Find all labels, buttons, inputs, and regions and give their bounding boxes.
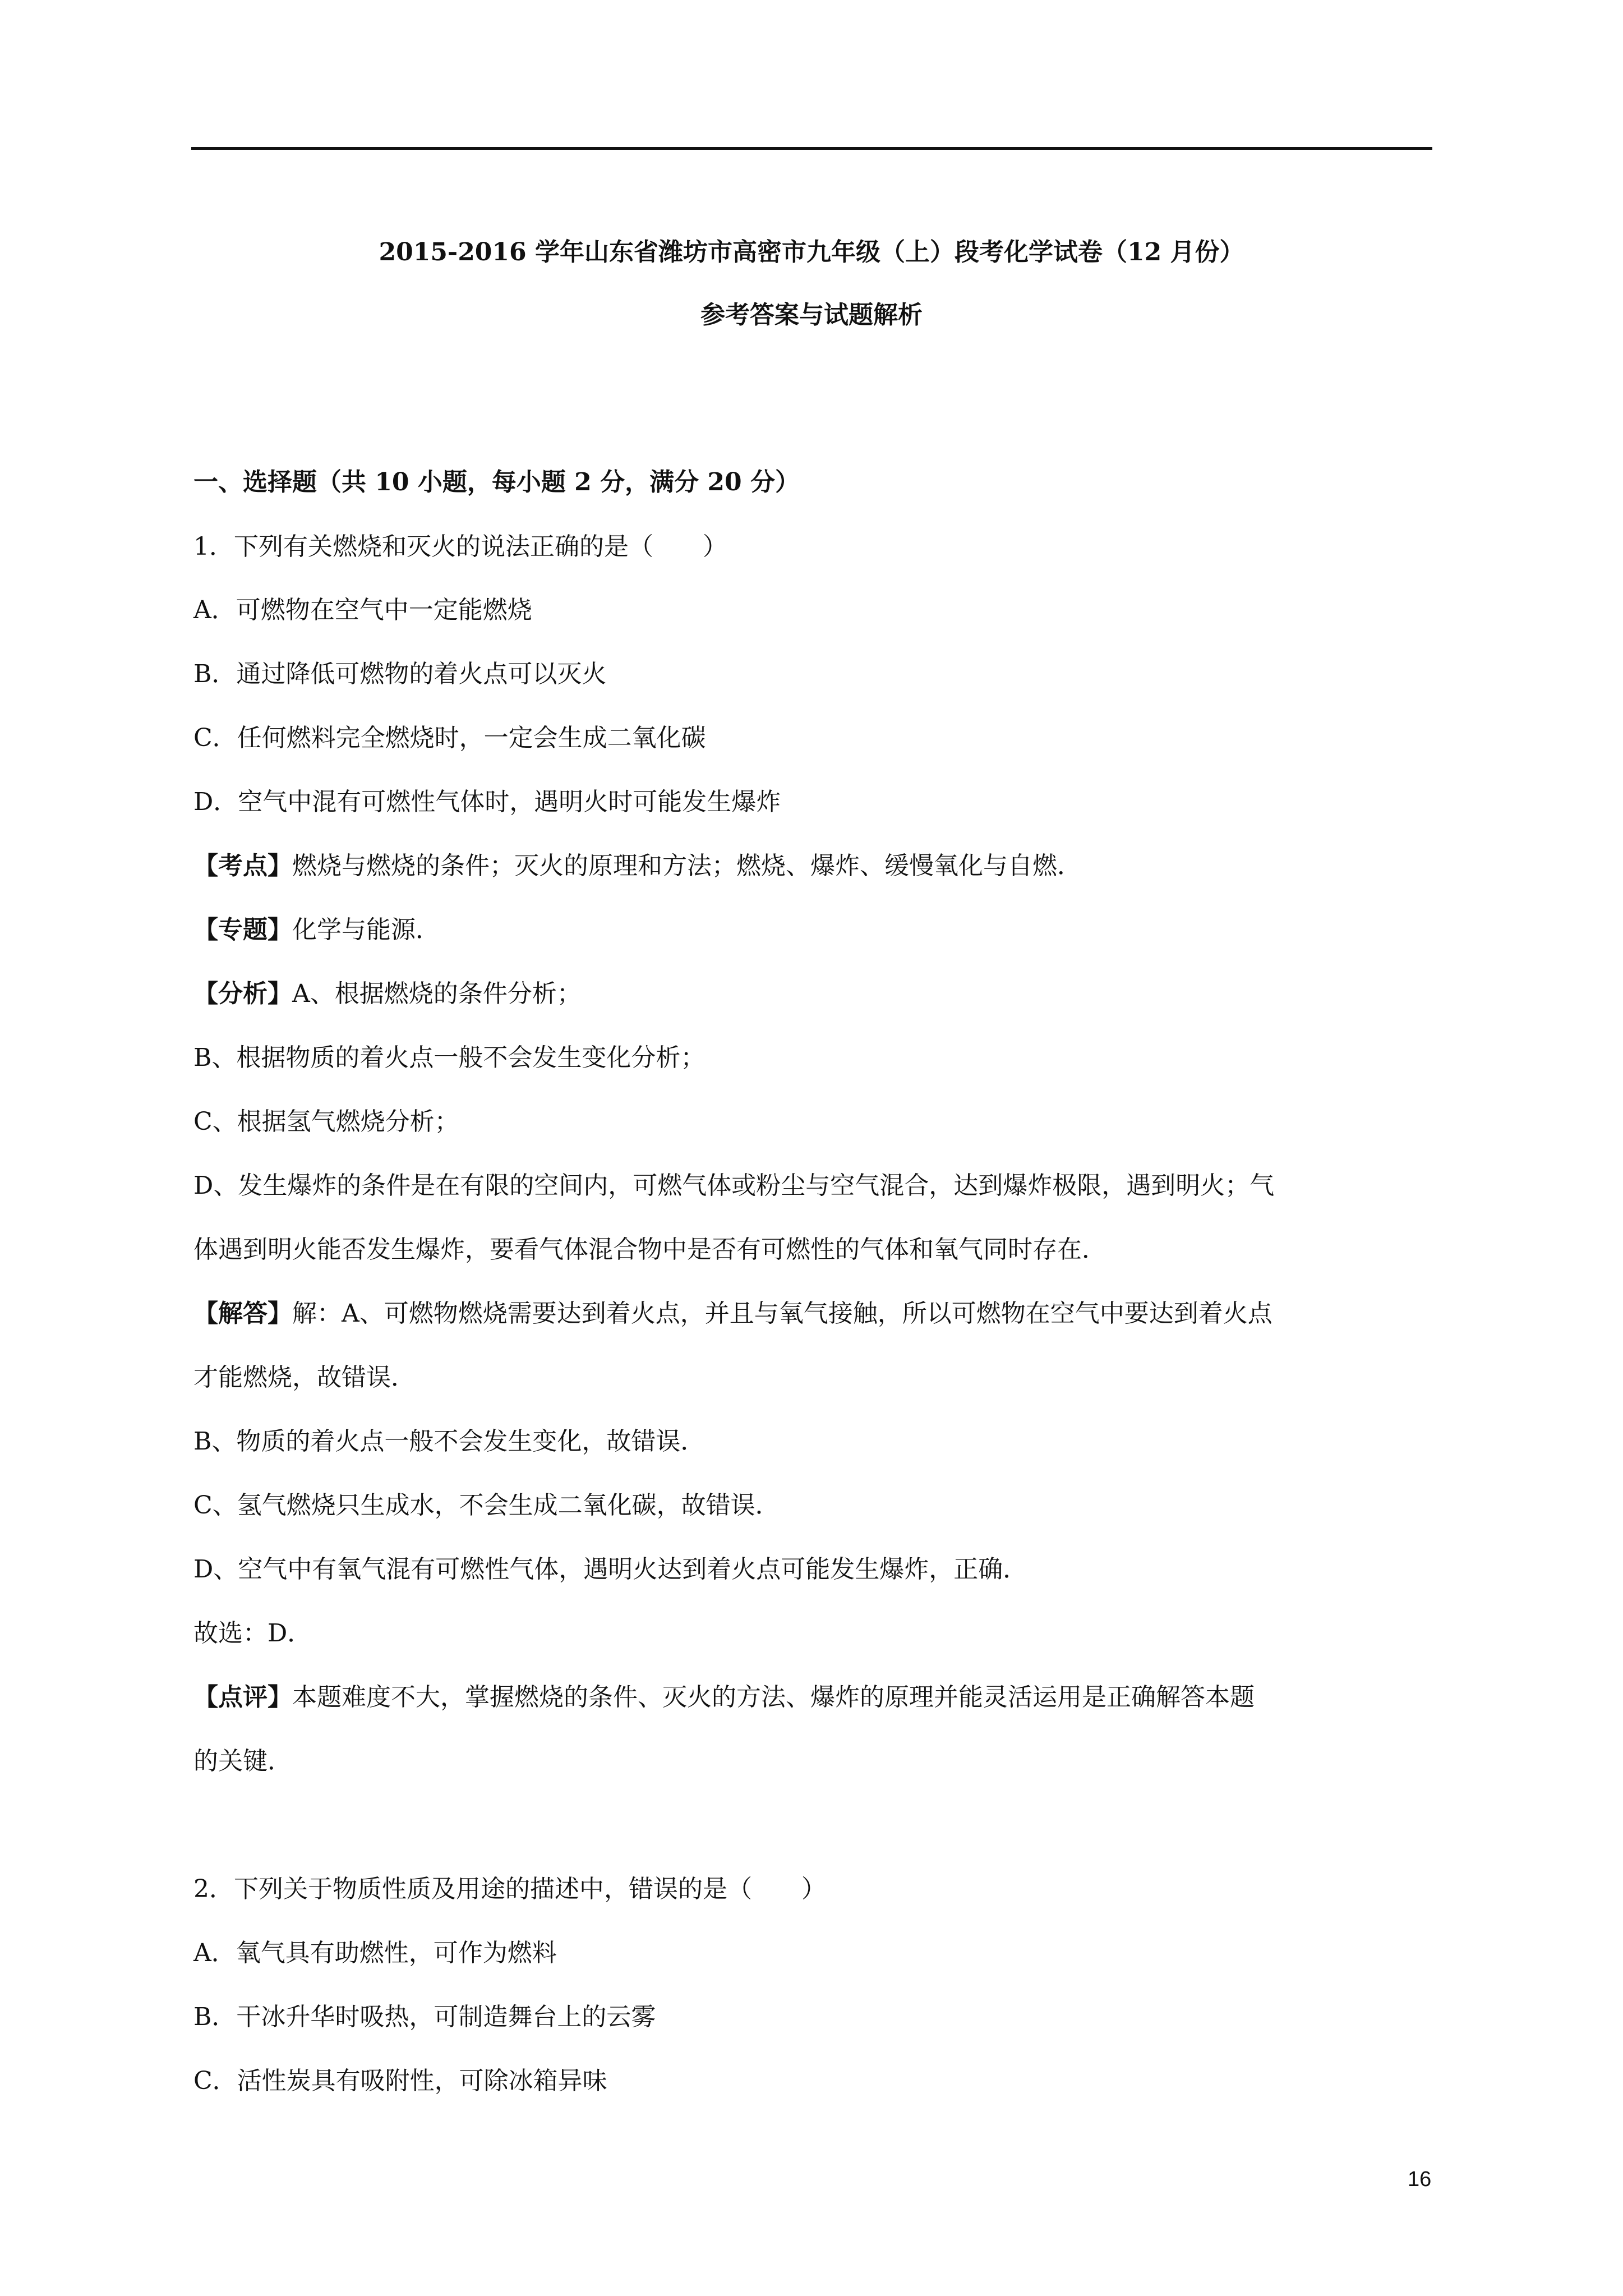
question-2-option-a: A．氧气具有助燃性，可作为燃料 xyxy=(193,1939,557,1967)
jieda-line: 才能燃烧，故错误． xyxy=(193,1363,416,1392)
page-number: 16 xyxy=(1408,2168,1432,2191)
question-1-zhuanti xyxy=(193,913,440,947)
question-1-fenxi xyxy=(193,977,582,1011)
fenxi-tag: 【分析】 xyxy=(193,979,292,1008)
question-1-kaodian xyxy=(193,849,1082,883)
question-2-option-c: C．活性炭具有吸附性，可除冰箱异味 xyxy=(193,2067,607,2095)
paper-subtitle: 参考答案与试题解析 xyxy=(700,301,923,329)
kaodian-text: 燃烧与燃烧的条件；灭火的原理和方法；燃烧、爆炸、缓慢氧化与自燃． xyxy=(292,852,1082,880)
question-1-option-c: C．任何燃料完全燃烧时，一定会生成二氧化碳 xyxy=(193,724,706,752)
jieda-text: 解：A、可燃物燃烧需要达到着火点，并且与氧气接触，所以可燃物在空气中要达到着火点 xyxy=(292,1299,1272,1328)
question-1-option-a: A．可燃物在空气中一定能燃烧 xyxy=(193,596,532,624)
answer-choice: 故选：D． xyxy=(193,1619,312,1648)
jieda-tag: 【解答】 xyxy=(193,1299,292,1328)
question-1-option-b: B．通过降低可燃物的着火点可以灭火 xyxy=(193,660,607,688)
jieda-line: B、物质的着火点一般不会发生变化，故错误． xyxy=(193,1427,706,1456)
question-2-option-b: B．干冰升华时吸热，可制造舞台上的云雾 xyxy=(193,2003,656,2031)
header-rule xyxy=(191,147,1432,150)
zhuanti-tag: 【专题】 xyxy=(193,915,292,944)
dianping-tag: 【点评】 xyxy=(193,1683,292,1711)
fenxi-text: A、根据燃烧的条件分析； xyxy=(292,979,582,1008)
dianping-text: 本题难度不大，掌握燃烧的条件、灭火的方法、爆炸的原理并能灵活运用是正确解答本题 xyxy=(292,1683,1255,1711)
question-1-option-d: D．空气中混有可燃性气体时，遇明火时可能发生爆炸 xyxy=(193,788,781,816)
kaodian-tag: 【考点】 xyxy=(193,852,292,880)
jieda-line: D、空气中有氧气混有可燃性气体，遇明火达到着火点可能发生爆炸，正确． xyxy=(193,1555,1028,1584)
question-2-stem: 2．下列关于物质性质及用途的描述中，错误的是（ ） xyxy=(193,1875,826,1903)
question-1-jieda xyxy=(193,1297,1272,1331)
dianping-line: 的关键． xyxy=(193,1747,292,1775)
section-heading: 一、选择题（共 10 小题，每小题 2 分，满分 20 分） xyxy=(193,468,800,496)
fenxi-line: B、根据物质的着火点一般不会发生变化分析； xyxy=(193,1043,706,1072)
paper-title: 2015-2016 学年山东省潍坊市高密市九年级（上）段考化学试卷（12 月份） xyxy=(379,238,1244,266)
fenxi-line: D、发生爆炸的条件是在有限的空间内，可燃气体或粉尘与空气混合，达到爆炸极限，遇到明火；气 xyxy=(193,1171,1275,1200)
fenxi-line: C、根据氢气燃烧分析； xyxy=(193,1107,459,1136)
zhuanti-text: 化学与能源． xyxy=(292,915,440,944)
question-1-dianping xyxy=(193,1681,1255,1714)
jieda-line: C、氢气燃烧只生成水，不会生成二氧化碳，故错误． xyxy=(193,1491,780,1520)
fenxi-line: 体遇到明火能否发生爆炸，要看气体混合物中是否有可燃性的气体和氧气同时存在． xyxy=(193,1235,1106,1264)
question-1-stem: 1．下列有关燃烧和灭火的说法正确的是（ ） xyxy=(193,532,727,561)
